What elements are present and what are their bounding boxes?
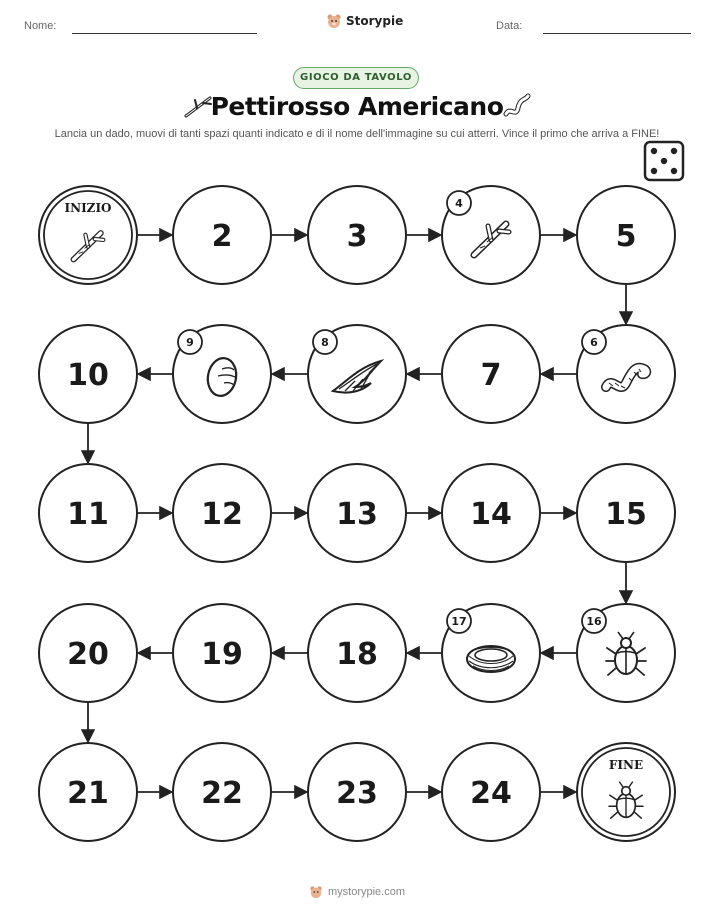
space-number: 24 [470, 776, 512, 811]
footer-url: mystorypie.com [327, 886, 406, 898]
space-number: 9 [186, 336, 194, 349]
space-number: 8 [321, 336, 329, 349]
board-space-13[interactable] [308, 464, 406, 562]
date-label: Data: [496, 20, 523, 32]
space-number: 3 [346, 219, 368, 254]
space-number: 23 [336, 776, 378, 811]
space-number: 4 [455, 197, 463, 210]
space-number: 13 [336, 497, 378, 532]
space-number: 19 [201, 637, 243, 672]
board-space-inizio[interactable] [39, 186, 137, 284]
board-space-2[interactable] [173, 186, 271, 284]
space-number: 21 [67, 776, 109, 811]
board-space-fine[interactable] [577, 743, 675, 841]
board-space-19[interactable] [173, 604, 271, 702]
board-space-15[interactable] [577, 464, 675, 562]
space-number: 11 [67, 497, 109, 532]
name-label: Nome: [24, 20, 57, 32]
dice-icon [645, 142, 683, 180]
footer [0, 885, 714, 899]
board-space-14[interactable] [442, 464, 540, 562]
space-number: 12 [201, 497, 243, 532]
board-space-10[interactable] [39, 325, 137, 423]
instructions-text: Lancia un dado, muovi di tanti spazi quanti indicato e di il nome dell'immagine su cui atterri. Vince il primo che arriva a FINE! [54, 128, 660, 140]
space-number: 15 [605, 497, 647, 532]
space-label: FINE [608, 758, 644, 772]
space-label: INIZIO [64, 201, 112, 215]
board-space-5[interactable] [577, 186, 675, 284]
board-space-24[interactable] [442, 743, 540, 841]
board-space-16[interactable] [577, 604, 675, 702]
brand-name: Storypie [346, 14, 404, 28]
space-number: 2 [211, 219, 233, 254]
bear-logo-icon [309, 885, 323, 899]
board-space-12[interactable] [173, 464, 271, 562]
board-space-3[interactable] [308, 186, 406, 284]
space-number: 17 [451, 615, 467, 628]
board-space-20[interactable] [39, 604, 137, 702]
board-space-11[interactable] [39, 464, 137, 562]
board-space-17[interactable] [442, 604, 540, 702]
space-number: 14 [470, 497, 512, 532]
board-space-22[interactable] [173, 743, 271, 841]
space-number: 5 [615, 219, 637, 254]
space-number: 10 [67, 358, 109, 393]
board-space-4[interactable] [442, 186, 540, 284]
space-number: 20 [67, 637, 109, 672]
nest-icon [467, 646, 515, 672]
space-number: 16 [586, 615, 602, 628]
board-space-9[interactable] [173, 325, 271, 423]
page-title: Pettirosso Americano [210, 92, 504, 121]
board-space-21[interactable] [39, 743, 137, 841]
board-space-23[interactable] [308, 743, 406, 841]
board-space-18[interactable] [308, 604, 406, 702]
board-space-6[interactable] [577, 325, 675, 423]
space-number: 22 [201, 776, 243, 811]
board-space-8[interactable] [308, 325, 406, 423]
space-number: 6 [590, 336, 598, 349]
category-tag: GIOCO DA TAVOLO [293, 67, 419, 89]
board-space-7[interactable] [442, 325, 540, 423]
space-number: 18 [336, 637, 378, 672]
space-number: 7 [480, 358, 502, 393]
